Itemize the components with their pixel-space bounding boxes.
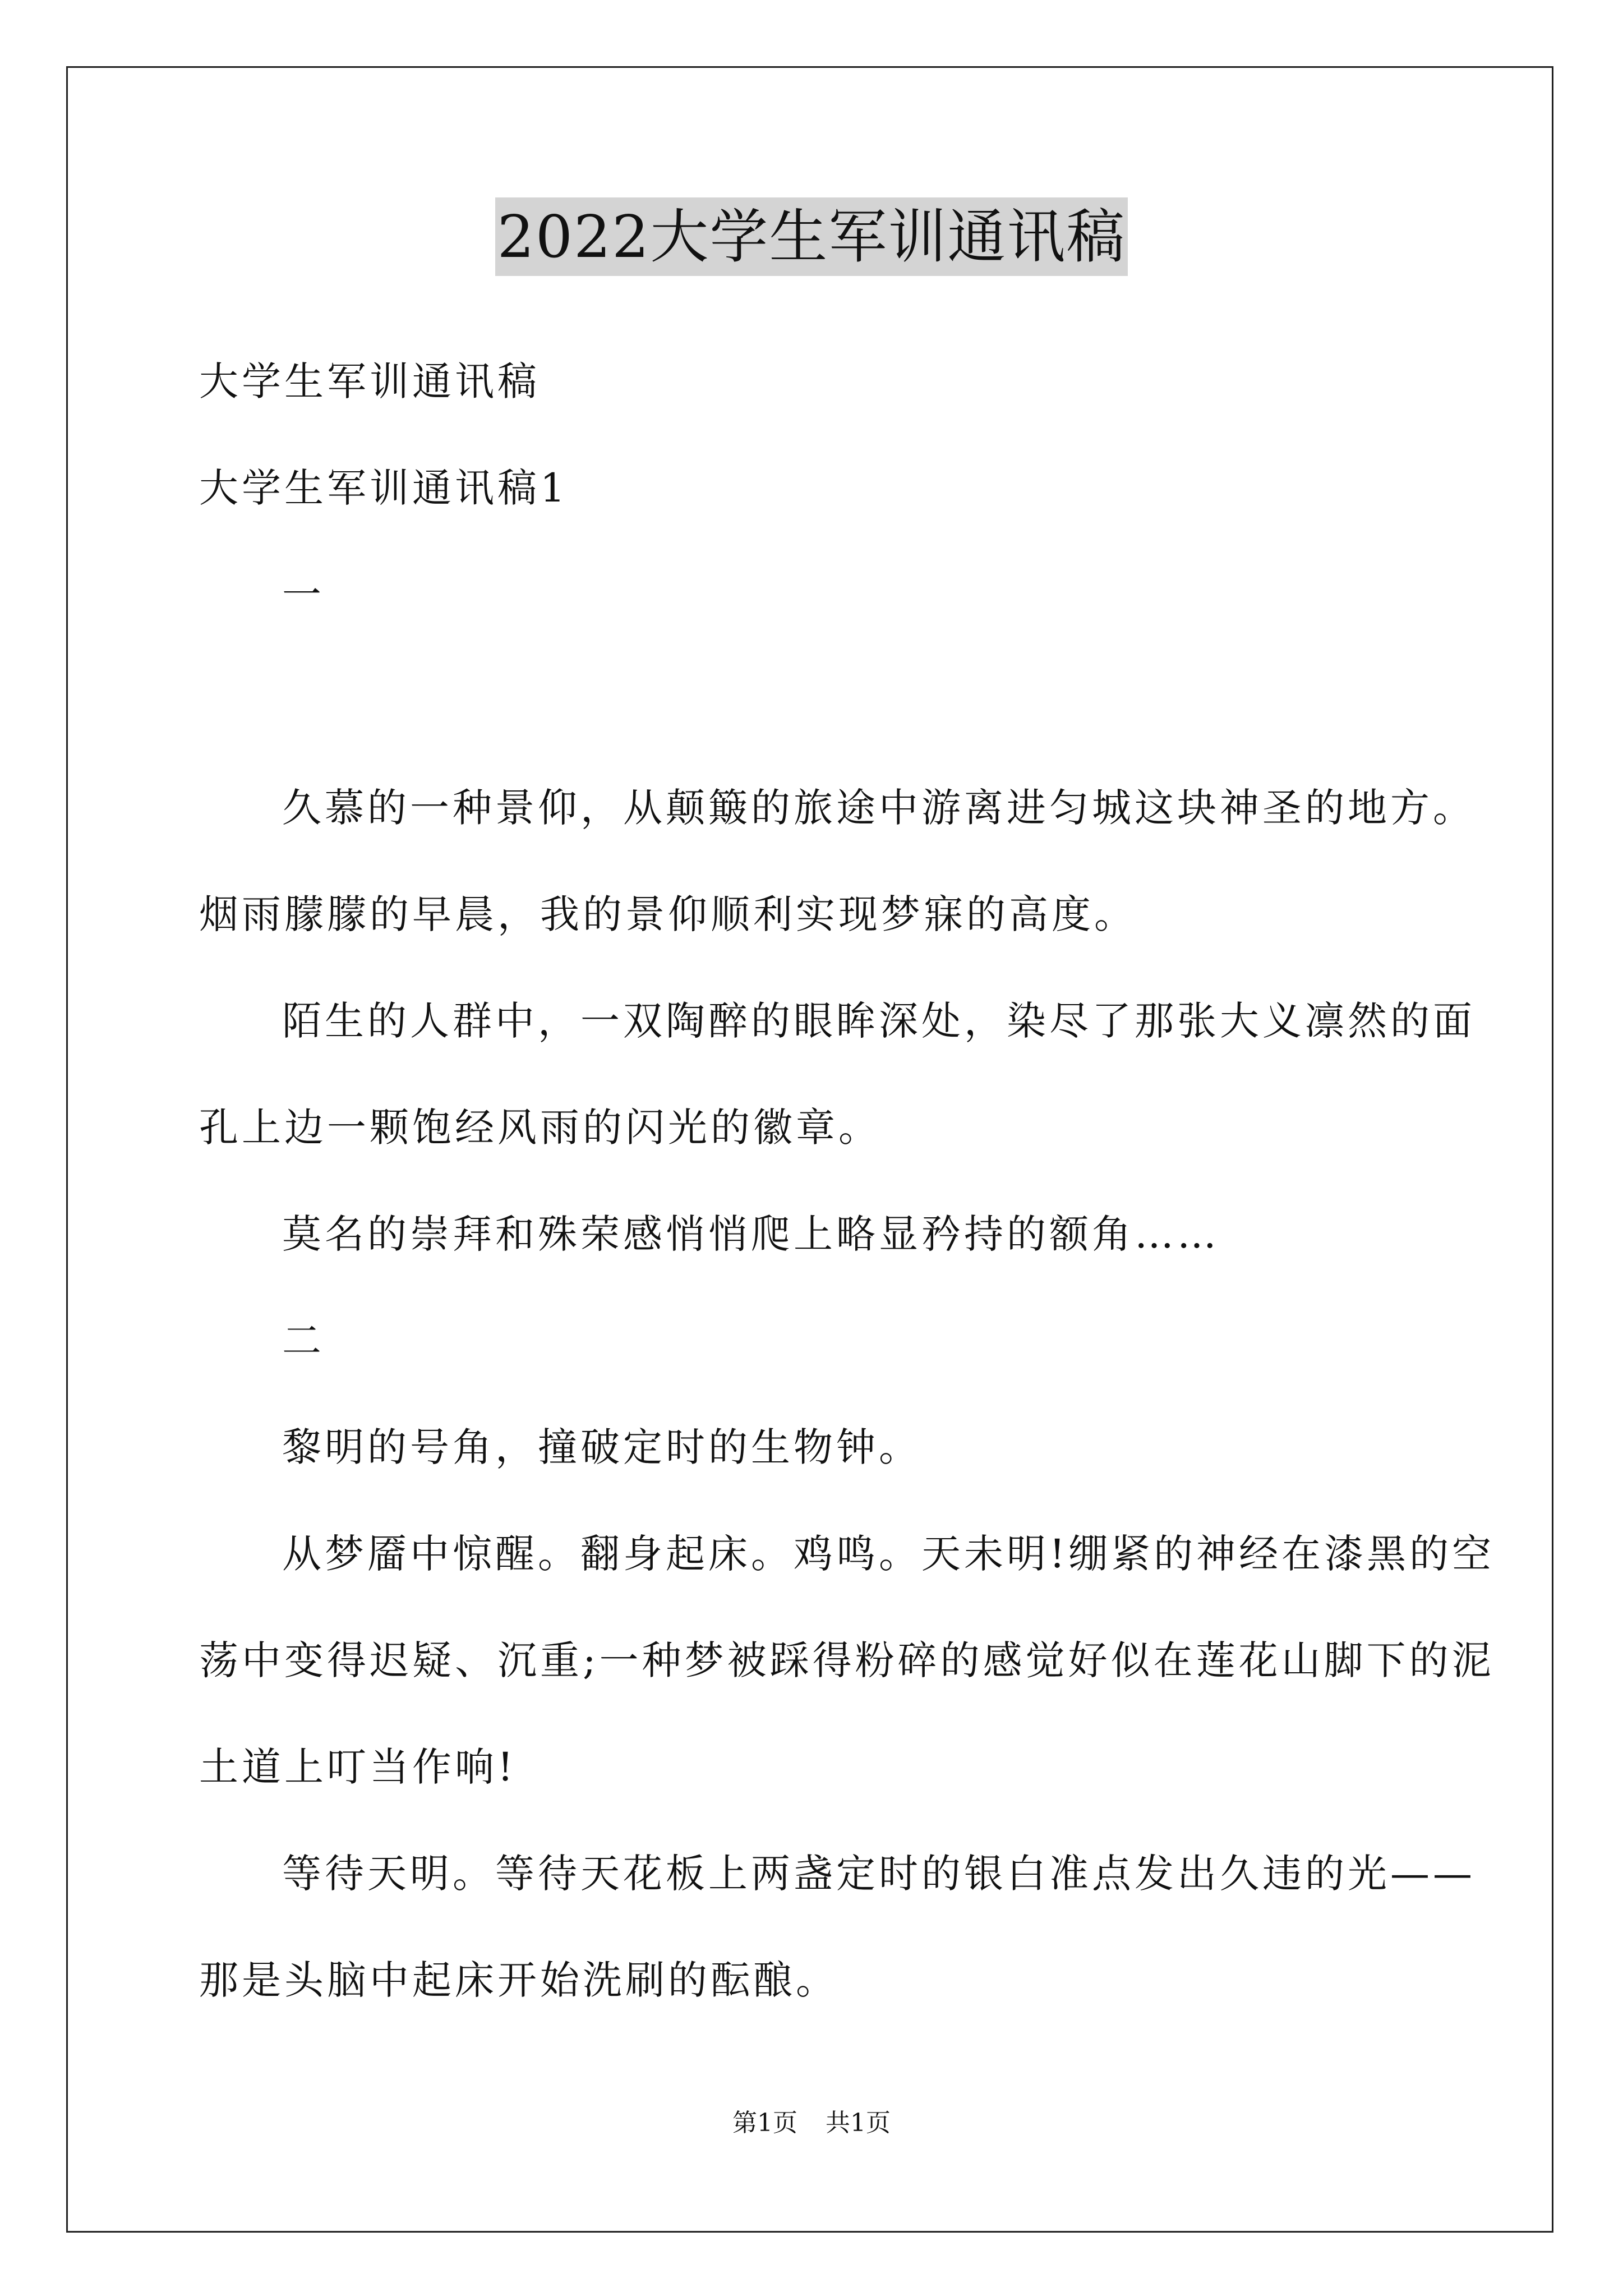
text-line: 莫名的崇拜和殊荣感悄悄爬上略显矜持的额角…… [282, 1211, 1220, 1257]
page-footer [0, 2106, 1623, 2140]
text-line: 荡中变得迟疑、沉重;一种梦被踩得粉碎的感觉好似在莲花山脚下的泥 [199, 1637, 1495, 1683]
text-line: 土道上叮当作响! [199, 1744, 517, 1790]
text-line: 久慕的一种景仰，从颠簸的旅途中游离进匀城这块神圣的地方。 [282, 785, 1476, 831]
document-title: 2022大学生军训通讯稿 [495, 197, 1128, 276]
text-line: 二 [282, 1318, 325, 1364]
text-line: 那是头脑中起床开始洗刷的酝酿。 [199, 1957, 838, 2003]
text-line: 等待天明。等待天花板上两盏定时的银白准点发出久违的光—— [282, 1851, 1476, 1897]
text-line: 陌生的人群中，一双陶醉的眼眸深处，染尽了那张大义凛然的面 [282, 998, 1476, 1044]
text-line: 一 [282, 572, 325, 618]
text-line: 孔上边一颗饱经风雨的闪光的徽章。 [199, 1105, 881, 1151]
page-number: 第1页 [732, 2109, 797, 2137]
text-line: 从梦靥中惊醒。翻身起床。鸡鸣。天未明!绷紧的神经在漆黑的空 [282, 1531, 1495, 1577]
text-line: 大学生军训通讯稿1 [199, 465, 569, 511]
text-line: 烟雨朦朦的早晨，我的景仰顺利实现梦寐的高度。 [199, 891, 1137, 937]
text-line: 大学生军训通讯稿 [199, 358, 540, 404]
page-total: 共1页 [826, 2109, 891, 2137]
title-container [0, 197, 1623, 276]
text-line: 黎明的号角，撞破定时的生物钟。 [282, 1424, 921, 1470]
